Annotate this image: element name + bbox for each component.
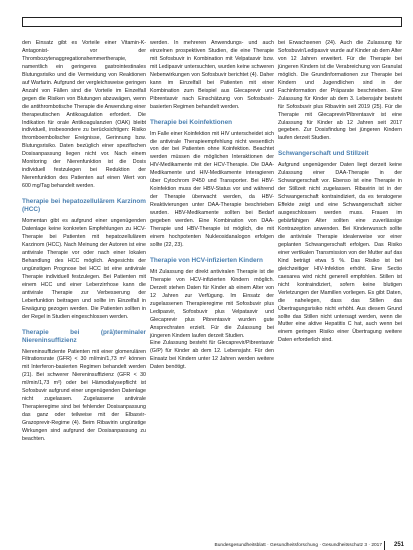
paragraph: Aufgrund ungenügender Daten liegt derzeit keine Zulassung einer DAA-Therapie in der Schwangerschaft vor. Ebenso ist eine Therapie in der Stillzeit nicht zugelassen. Ribavirin ist in der Schwangerschaft kontraindiziert, da es teratogene Effekte zeigt und eine Schwangerschaft sicher ausgeschlossen werden muss. Frauen im gebärfähigen Alter sollten eine zuverlässige Kontrazeption anwenden. Bei Kinderwunsch sollte die antivirale Therapie idealerweise vor einer geplanten Schwangerschaft erfolgen. Das Risiko einer vertikalen Transmission von der Mutter auf das Kind beträgt etwa 5 %. Das Risiko ist bei gleichzeitiger HIV-Infektion erhöht. Eine Sectio caesarea wird nicht generell empfohlen. Stillen ist nicht kontraindiziert, sofern keine blutigen Verletzungen der Mamillen vorliegen. Es gibt Daten, die nahelegen, dass das Stillen das Übertragungsrisiko nicht erhöht. Aus diesem Grund sollte das Stillen nicht untersagt werden, wenn die Mutter eine aktive Hepatitis C hat, auch wenn bei einem geringen Risiko einer Übertragung weitere Daten erforderlich sind. <box>278 162 402 344</box>
paragraph: Im Falle einer Koinfektion mit HIV unterscheidet sich die antivirale Therapieempfehlung nicht wesentlich von der bei Patienten ohne Koinfektion. Beachtet werden müssen die möglichen Interaktionen der HIV-Medikamente mit der HCV-Therapie. Die DAA-Medikamente und HIV-Medikamente interagieren über Cytochrom P450 und Transporter. Bei HBV-Koinfektion muss der HBV-Status vor und während der Therapie überwacht werden, da HBV-Reaktivierungen unter DAA-Therapie beschrieben wurden. HBV-Medikamente sollten bei Bedarf gegeben werden. Eine Kombination von DAA-Therapie und HBV-Therapie ist möglich, die mit einem hochpotenten Nukleosidanalogon erfolgen sollte (22, 23). <box>150 130 274 248</box>
paragraph: Niereninsuffiziente Patienten mit einer glomerulären Filtrationsrate (GFR) < 30 ml/min/1,73 m² können mit Interferon-basierten Regimen behandelt werden (21). Bei schwerer Niereninsuffizienz (GFR < 30 ml/min/1,73 m²) oder bei Hämodialysepflicht ist Sofosbuvir aufgrund einer ungenügenden Datenlage nicht zugelassen. Zugelassene antivirale Therapieregime sind bei fehlender Dosisanpassung das ganz oder teilweise mit der Elbasvir-Grazoprevir-Regime (4). Beim Ribavirin ungünstige Wirkungen sind aufgrund der Dosisanpassung zu beachten. <box>22 348 146 442</box>
section-heading: Therapie bei hepatozellulärem Karzinom (HCC) <box>22 198 146 214</box>
text-column-2 <box>150 40 274 372</box>
section-heading: Therapie bei Koinfektionen <box>150 118 233 126</box>
text-column-3 <box>278 40 402 345</box>
paragraph: Mit Zulassung der direkt antiviralen Therapie ist die Therapie von HCV-infizierten Kindern möglich. Derzeit stehen Daten für Kinder ab einem Alter von 12 Jahren zur Verfügung. Im Einsatz der zugelassenen Therapieregime mit Sofosbuvir plus Ledipasvir, Sofosbuvir plus Velpatasvir und Glecaprevir plus Pibrentasvir wurden gute Ansprechraten erzielt. Für die Zulassung bei jüngeren Kindern laufen derzeit Studien. <box>150 268 274 339</box>
paragraph: Momentan gibt es aufgrund einer ungenügenden Datenlage keine konkreten Empfehlungen zu HCV-Therapie bei Patienten mit hepatozellulärem Karzinom (HCC). Nach Meinung der Autoren ist eine antivirale Therapie vor oder nach einer lokalen Behandlung des HCC möglich. Angesichts der ungünstigen Prognose bei HCC ist eine antivirale Therapie individuell festzulegen. Bei Patienten mit einem HCC und einer Leberzirrhose kann die antivirale Therapie zur Verbesserung der Leberfunktion beitragen und sollte im Einzelfall in Erwägung gezogen werden. Die Patienten sollten in der Regel in Studien eingeschlossen werden. <box>22 218 146 320</box>
section-heading: Therapie von HCV-infizierten Kindern <box>150 256 263 264</box>
paragraph: bei Erwachsenen (24). Auch die Zulassung für Sofosbuvir/Ledipasvir wurde auf Kinder ab dem Alter von 12 Jahren erweitert. Für die Therapie bei jüngeren Kindern ist die Verabreichung von Granulat möglich. Die Grundinformationen zur Therapie bei Kindern und Jugendlichen sind in der Fachinformation der Präparate beschrieben. Eine Zulassung für Kinder ab dem 3. Lebensjahr besteht für Sofosbuvir plus Ribavirin seit 2019 (25). Für die Therapie mit Glecaprevir/Pibrentasvir ist eine Zulassung für Kinder ab 12 Jahren seit 2017 gegeben. Zur Dosisfindung bei jüngeren Kindern laufen derzeit Studien. <box>278 40 402 142</box>
section-heading: Schwangerschaft und Stillzeit <box>278 150 369 158</box>
header-rule-box <box>22 17 402 27</box>
paragraph: werden. In mehreren Anwendungs- und auch einzelnen prospektiven Studien, die eine Therapie mit Sofosbuvir in Kombination mit Velpatasvir bzw. mit Ledipasvir untersuchten, wurden keine schweren Nebenwirkungen von Sofosbuvir berichtet (4). Daher kann im Einzelfall bei Patienten mit einer Kombination zum Beispiel aus Glecaprevir und Pibrentasvir nach Einschätzung von Sofosbuvir-basierten Regimen behandelt werden. <box>150 40 274 110</box>
page-number: 251 <box>393 542 404 548</box>
page-footer <box>214 541 404 550</box>
section-heading: Therapie bei (prä)terminaler Niereninsuffizienz <box>22 328 146 344</box>
text-column-1 <box>22 40 146 444</box>
journal-citation: Bundesgesundheitsblatt · Gesundheitsforschung · Gesundheitsschutz 3 · 2017 <box>214 543 382 548</box>
paragraph: den Einsatz gibt es Vorteile einer Vitamin-K-Antagonist- vor der Thrombozytenaggregationshemmertherapie, namentlich ein geringeres gastrointestinales Blutungsrisiko und die Vermeidung von Reaktionen auf Warfarin. Aufgrund der vergleichsweise geringen Anzahl von Fällen sind die Vorteile im Einzelfall gegen die Risiken von Blutungen abzuwägen, wenn die antithrombotische Therapie die Anwendung einer therapeutischen Antikoagulation erfordert. Die Indikation für orale Antikoagulanzien (OAK) bleibt individuell, insbesondere zu berücksichtigen: Risiko thromboembolischer Ereignisse, Gerinnung bzw. Blutungsrisiko. Daten bezüglich einer spezifischen Dosisanpassung liegen nicht vor. Nach einem Monitoring der Nierenfunktion ist die Dosis individuell festzulegen bei Reduktion der Nierenfunktion des Patienten auf einen Wert von 600 mg/Tag behandelt werden. <box>22 40 146 190</box>
footer-divider <box>384 541 385 550</box>
paragraph: Eine Zulassung besteht für Glecaprevir/Pibrentasvir (G/P) für Kinder ab dem 12. Lebensjahr. Für den Einsatz bei Kindern unter 12 Jahren werden weitere Daten benötigt. <box>150 340 274 371</box>
